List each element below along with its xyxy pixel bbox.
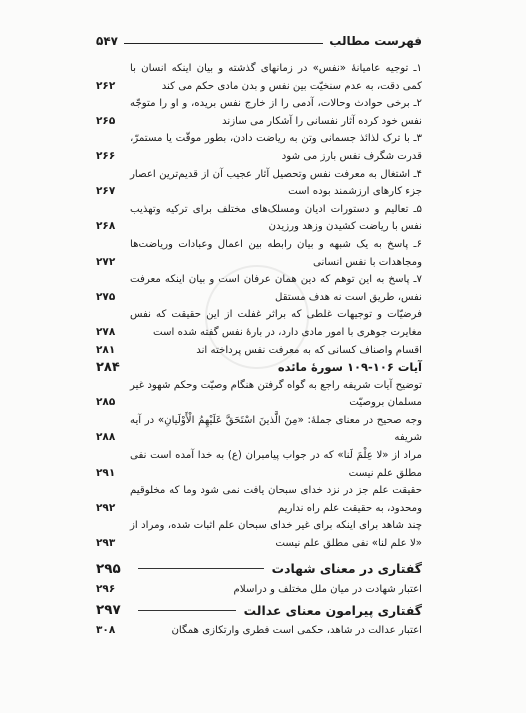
toc-entry-page: ۲۷۸ [96, 325, 116, 338]
section-page: ۲۹۷ [96, 602, 121, 619]
toc-entry [96, 166, 422, 201]
toc-entry [96, 581, 422, 599]
toc-entry-page: ۲۷۵ [96, 290, 116, 303]
header-title: فهرست مطالب [329, 34, 422, 48]
toc-entry-text: فرضیّات و توجیهات غلطی که براثر غفلت از این حقیقت که نفس مغایرت جوهری با امور مادی دارد، در بارۀ نفس گفته شده است [130, 309, 422, 338]
toc-entry [96, 201, 422, 236]
page-header [96, 26, 422, 48]
toc-entry-page: ۲۹۳ [96, 537, 116, 550]
toc-entry [96, 447, 422, 482]
toc-entry [96, 60, 422, 95]
toc-entry [96, 306, 422, 341]
toc-entry [96, 342, 422, 360]
toc-entry [96, 622, 422, 640]
toc-entry-page: ۲۶۵ [96, 114, 116, 127]
toc-entry [96, 482, 422, 517]
header-rule [124, 43, 323, 44]
toc-entry-page: ۲۹۶ [96, 582, 116, 595]
toc-entry-text: اعتبار عدالت در شاهد، حکمی است فطری وارتکازی همگان [171, 625, 422, 637]
toc-entry-text: ۴ـ اشتغال به معرفت نفس وتحصیل آثار عجیب آن از قدیم‌ترین اعصار جزء کارهای ارزشمند بوده است [130, 168, 422, 198]
section-rule [138, 568, 264, 569]
toc-entry-page: ۲۹۲ [96, 501, 116, 514]
toc-entry-page: ۲۶۶ [96, 149, 116, 162]
toc-entry-text: حقیقت علم جز در نزد خدای سبحان یافت نمی شود وما که مخلوقیم ومحدود، به حقیقت علم راه نداریم [130, 485, 422, 514]
toc-entry-text: مراد از «لا عِلْمَ لَنا» که در جواب پیامبران (ع) به خدا آمده است نفی مطلق علم نیست [130, 450, 422, 479]
toc-entry-text: ۲ـ برخی حوادث وحالات، آدمی را از خارج نفس بریده، و او را متوجّه نفس خود کرده آثار نفسانی را آشکار می سازند [130, 98, 422, 127]
toc-entry [96, 236, 422, 271]
toc-heading-verses [96, 359, 422, 377]
toc-entry-text: اقسام واصناف کسانی که به معرفت نفس پرداخته اند [196, 344, 422, 356]
toc-entry [96, 412, 422, 447]
toc-entry-page: ۲۸۵ [96, 396, 116, 409]
toc-entry [96, 377, 422, 412]
toc-entry-text: اعتبار شهادت در میان ملل مختلف و دراسلام [233, 583, 422, 595]
toc-entry [96, 130, 422, 165]
toc-entry-text: ۳ـ با ترک لذائذ جسمانی وتن به ریاضت دادن، بطور موقّت یا مستمرّ، قدرت شگرف نفس بارز می شود [130, 133, 422, 162]
toc-entry-page: ۲۶۸ [96, 220, 116, 233]
section-rule [138, 610, 236, 611]
toc-entry [96, 517, 422, 552]
section-heading-justice [96, 598, 422, 622]
toc-entry-text: وجه صحیح در معنای جملۀ: «مِنَ الَّذینَ اسْتَحَقَّ عَلَیْهِمُ الْأَوْلَیانِ» در آیه شریفه [130, 414, 422, 444]
toc-entry-text: ۷ـ پاسخ به این توهم که دین همان عرفان است و بیان اینکه معرفت نفس، طریق است نه هدف مستقل [130, 274, 422, 303]
toc-entry-page: ۲۹۱ [96, 466, 116, 479]
toc-entry-text: ۵ـ تعالیم و دستورات ادیان ومسلک‌های مختلف برای ترکیه وتهذیب نفس با ریاضت کشیدن وزهد ورزیدن [130, 203, 422, 233]
toc-entry-page: ۲۶۷ [96, 185, 116, 198]
toc-entry [96, 95, 422, 130]
toc-entry-text: چند شاهد برای اینکه برای غیر خدای سبحان علم اثبات شده، ومراد از «لا علم لنا» نفی مطلق علم نیست [130, 520, 422, 550]
toc-entry-page: ۳۰۸ [96, 624, 116, 637]
header-page-number: ۵۴۷ [96, 34, 118, 48]
toc-entry-page: ۲۷۲ [96, 255, 116, 268]
toc-entry-text: آیات ۱۰۶-۱۰۹ سورۀ مائده [277, 360, 422, 375]
toc-entry-page: ۲۶۲ [96, 79, 116, 92]
section-page: ۲۹۵ [96, 560, 121, 577]
section-title: گفتاری پیرامون معنای عدالت [243, 602, 422, 618]
toc-entry-page: ۲۸۸ [96, 431, 116, 444]
toc-entry-page: ۲۸۴ [96, 360, 120, 376]
toc-entry-text: ۶ـ پاسخ به یک شبهه و بیان رابطه بین اعمال وعبادات وریاضت‌ها ومجاهدات با نفس انسانی [130, 238, 422, 268]
toc-entry-text: توضیح آیات شریفه راجع به گواه گرفتن هنگام وصیّت وحکم شهود غیر مسلمان بروصیّت [130, 379, 422, 409]
toc-entry-text: ۱ـ توجیه عامیانۀ «نفس» در زمانهای گذشته و بیان اینکه انسان با کمی دقت، به عدم سنخیّت بین نفس و بدن مادی حکم می کند [130, 63, 422, 92]
section-heading-testimony [96, 557, 422, 581]
toc-entry [96, 271, 422, 306]
table-of-contents [96, 60, 422, 640]
section-title: گفتاری در معنای شهادت [271, 561, 422, 577]
toc-entry-page: ۲۸۱ [96, 343, 116, 356]
